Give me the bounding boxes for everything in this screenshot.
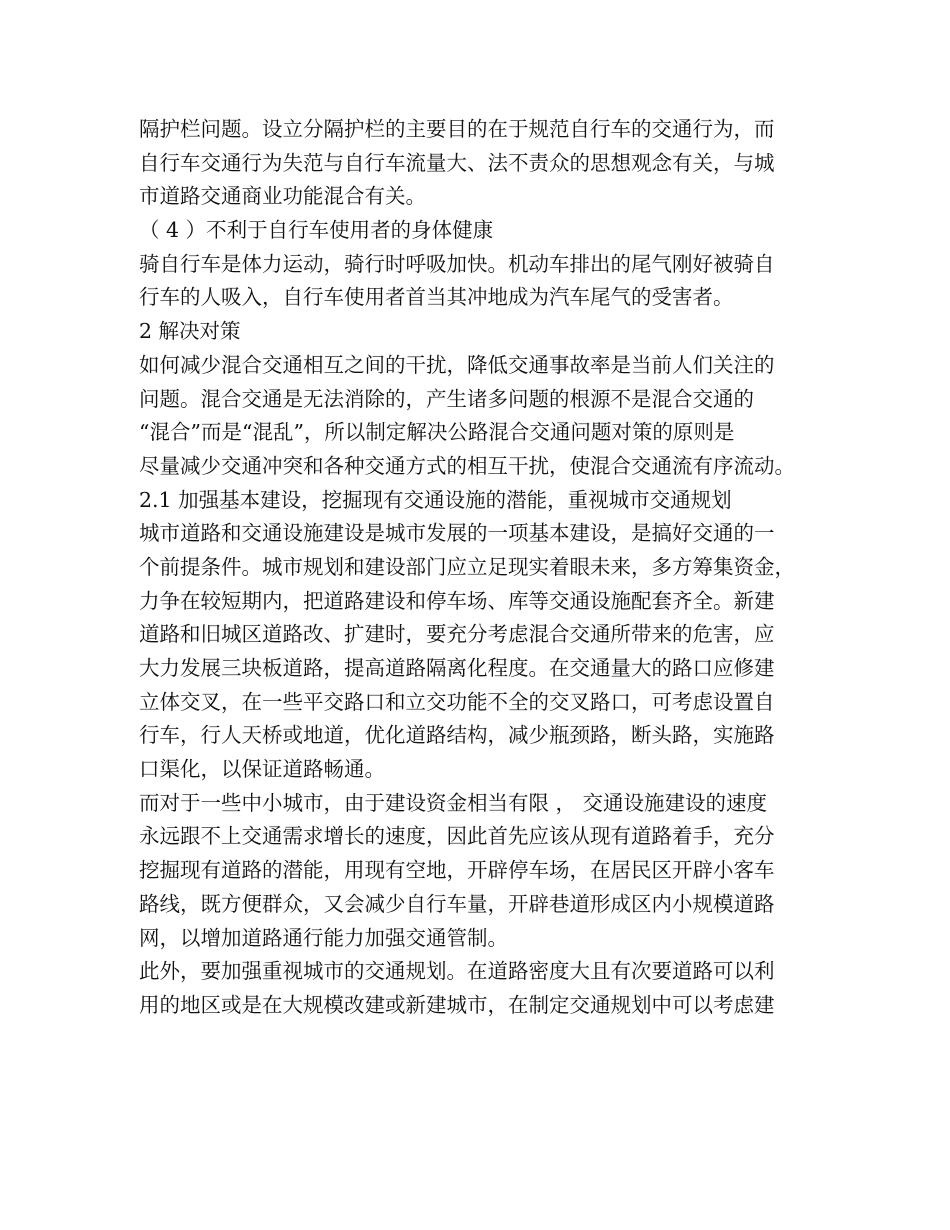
text-line: 永远跟不上交通需求增长的速度，因此首先应该从现有道路着手，充分 <box>139 824 775 849</box>
text-line: 骑自行车是体力运动，骑行时呼吸加快。机动车排出的尾气刚好被骑自 <box>139 251 775 276</box>
text-line: 问题。混合交通是无法消除的，产生诸多问题的根源不是混合交通的 <box>139 386 754 411</box>
text-line: 如何减少混合交通相互之间的干扰，降低交通事故率是当前人们关注的 <box>139 352 775 377</box>
text-line: 行车的人吸入，自行车使用者首当其冲地成为汽车尾气的受害者。 <box>139 285 734 310</box>
text-line: 市道路交通商业功能混合有关。 <box>139 184 426 209</box>
text-line: 此外，要加强重视城市的交通规划。在道路密度大且有次要道路可以利 <box>139 959 775 984</box>
text-line: 挖掘现有道路的潜能，用现有空地，开辟停车场，在居民区开辟小客车 <box>139 858 775 883</box>
text-line: 路线，既方便群众，又会减少自行车量，开辟巷道形成区内小规模道路 <box>139 891 775 916</box>
text-line: 网，以增加道路通行能力加强交通管制。 <box>139 925 508 950</box>
section-heading: 2 解决对策 <box>139 319 241 344</box>
subsection-heading: 2.1 加强基本建设，挖掘现有交通设施的潜能，重视城市交通规划 <box>139 487 732 512</box>
text-line: 个前提条件。城市规划和建设部门应立足现实着眼未来，多方筹集资金， <box>139 554 795 579</box>
text-line: 自行车交通行为失范与自行车流量大、法不责众的思想观念有关，与城 <box>139 150 775 175</box>
text-line: 用的地区或是在大规模改建或新建城市，在制定交通规划中可以考虑建 <box>139 992 775 1017</box>
text-line: 行车，行人天桥或地道，优化道路结构，减少瓶颈路，断头路，实施路 <box>139 723 775 748</box>
text-line: 力争在较短期内，把道路建设和停车场、库等交通设施配套齐全。新建 <box>139 588 775 613</box>
text-line: 立体交叉，在一些平交路口和立交功能不全的交叉路口，可考虑设置自 <box>139 689 775 714</box>
text-line: 隔护栏问题。设立分隔护栏的主要目的在于规范自行车的交通行为，而 <box>139 117 775 141</box>
text-line: 而对于一些中小城市，由于建设资金相当有限 ， 交通设施建设的速度 <box>139 790 768 815</box>
text-line: 城市道路和交通设施建设是城市发展的一项基本建设，是搞好交通的一 <box>139 521 775 546</box>
text-line: 大力发展三块板道路，提高道路隔离化程度。在交通量大的路口应修建 <box>139 656 775 680</box>
text-line: 道路和旧城区道路改、扩建时，要充分考虑混合交通所带来的危害，应 <box>139 622 775 647</box>
text-line: 口渠化，以保证道路畅通。 <box>139 757 385 782</box>
text-line: “混合”而是“混乱”，所以制定解决公路混合交通问题对策的原则是 <box>139 420 735 445</box>
text-line: 尽量减少交通冲突和各种交通方式的相互干扰，使混合交通流有序流动。 <box>139 453 795 478</box>
subsection-heading: （ 4 ）不利于自行车使用者的身体健康 <box>139 218 494 243</box>
body-text <box>139 113 829 1023</box>
